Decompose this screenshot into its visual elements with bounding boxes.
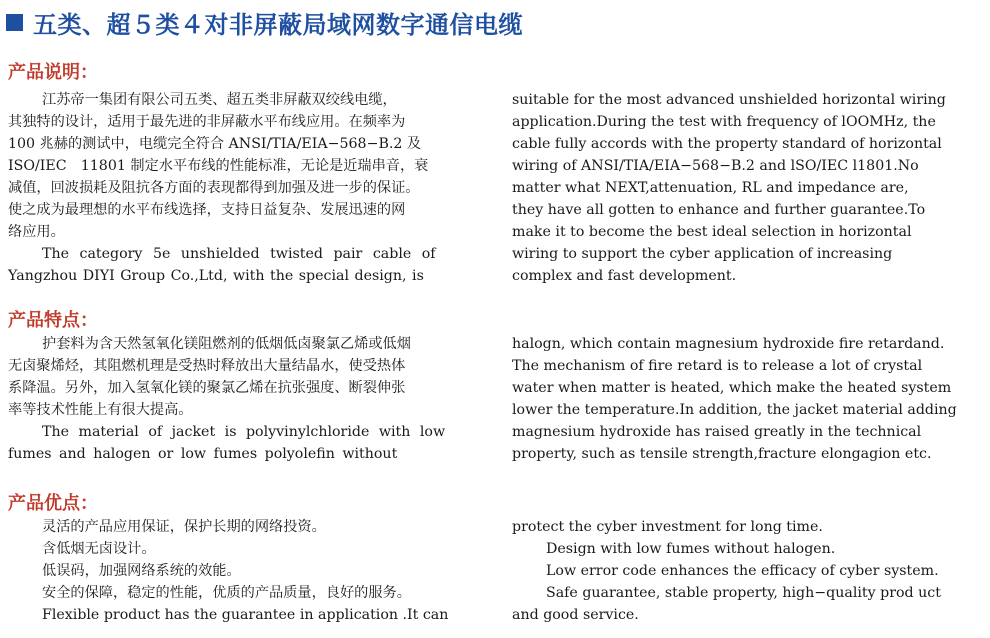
section-heading-advantages: 产品优点： bbox=[8, 493, 98, 514]
text-line: The material of jacket is polyvinylchloride with low bbox=[42, 424, 446, 440]
advantages-left-column bbox=[8, 516, 470, 626]
text-line: suitable for the most advanced unshielded horizontal wiring bbox=[512, 92, 946, 108]
text-line: ISO/IEC 11801 制定水平布线的性能标准，无论是近瑞串音，衰 bbox=[8, 158, 429, 174]
text-line: The mechanism of fire retard is to release a lot of crystal bbox=[512, 358, 923, 374]
section-heading-description: 产品说明： bbox=[8, 62, 98, 83]
text-line: magnesium hydroxide has raised greatly in the technical bbox=[512, 424, 922, 440]
title-square-icon bbox=[6, 14, 23, 31]
text-line: and good service. bbox=[512, 607, 639, 623]
text-line: water when matter is heated, which make the heated system bbox=[512, 380, 952, 396]
text-line: The category 5e unshielded twisted pair cable of bbox=[42, 246, 436, 262]
text-line: 安全的保障，稳定的性能，优质的产品质量，良好的服务。 bbox=[42, 585, 411, 601]
text-line: 减值，回波损耗及阻抗各方面的表现都得到加强及进一步的保证。 bbox=[8, 180, 420, 196]
description-left-column bbox=[8, 89, 470, 287]
text-line: Design with low fumes without halogen. bbox=[546, 541, 836, 557]
section-heading-features: 产品特点： bbox=[8, 310, 98, 331]
text-line: complex and fast development. bbox=[512, 268, 737, 284]
text-line: 其独特的设计，适用于最先进的非屏蔽水平布线应用。在频率为 bbox=[8, 114, 406, 130]
text-line: wiring to support the cyber application of increasing bbox=[512, 246, 893, 262]
text-line: 护套料为含天然氢氧化镁阻燃剂的低烟低卤聚氯乙烯或低烟 bbox=[42, 336, 411, 352]
page-title-row bbox=[6, 4, 523, 40]
text-line: 系降温。另外，加入氢氧化镁的聚氯乙烯在抗张强度、断裂伸张 bbox=[8, 380, 406, 396]
text-line: lower the temperature.In addition, the jacket material adding bbox=[512, 402, 957, 418]
text-line: Yangzhou DIYI Group Co.,Ltd, with the special design, is bbox=[8, 268, 424, 284]
description-right-column bbox=[512, 89, 974, 287]
text-line: 100 兆赫的测试中，电缆完全符合 ANSI/TIA/EIA−568−B.2 及 bbox=[8, 136, 422, 152]
text-line: 无卤聚烯烃，其阻燃机理是受热时释放出大量结晶水，使受热体 bbox=[8, 358, 406, 374]
text-line: 低误码，加强网络系统的效能。 bbox=[42, 563, 241, 579]
features-left-column bbox=[8, 333, 470, 465]
text-line: Low error code enhances the efficacy of cyber system. bbox=[546, 563, 939, 579]
text-line: they have all gotten to enhance and further guarantee.To bbox=[512, 202, 926, 218]
text-line: fumes and halogen or low fumes polyolefin without bbox=[8, 446, 398, 462]
features-right-column bbox=[512, 333, 974, 465]
advantages-right-column bbox=[512, 516, 974, 626]
text-line: cable fully accords with the property standard of horizontal bbox=[512, 136, 942, 152]
text-line: Safe guarantee, stable property, high−quality prod uct bbox=[546, 585, 941, 601]
text-line: 使之成为最理想的水平布线选择，支持日益复杂、发展迅速的网 bbox=[8, 202, 406, 218]
text-line: 江苏帝一集团有限公司五类、超五类非屏蔽双绞线电缆， bbox=[42, 92, 397, 108]
text-line: matter what NEXT,attenuation, RL and impedance are, bbox=[512, 180, 909, 196]
text-line: 灵活的产品应用保证，保护长期的网络投资。 bbox=[42, 519, 326, 535]
text-line: 率等技术性能上有很大提高。 bbox=[8, 402, 193, 418]
text-line: protect the cyber investment for long time. bbox=[512, 519, 823, 535]
text-line: make it to become the best ideal selection in horizontal bbox=[512, 224, 912, 240]
text-line: Flexible product has the guarantee in application .It can bbox=[42, 607, 449, 623]
text-line: halogn, which contain magnesium hydroxide fire retardand. bbox=[512, 336, 945, 352]
page-title: 五类、超５类４对非屏蔽局域网数字通信电缆 bbox=[33, 10, 523, 39]
text-line: application.During the test with frequency of lOOMHz, the bbox=[512, 114, 936, 130]
text-line: 含低烟无卤设计。 bbox=[42, 541, 156, 557]
text-line: property, such as tensile strength,fracture elongagion etc. bbox=[512, 446, 932, 462]
text-line: 络应用。 bbox=[8, 224, 65, 240]
text-line: wiring of ANSI/TIA/EIA−568−B.2 and lSO/IEC l1801.No bbox=[512, 158, 919, 174]
